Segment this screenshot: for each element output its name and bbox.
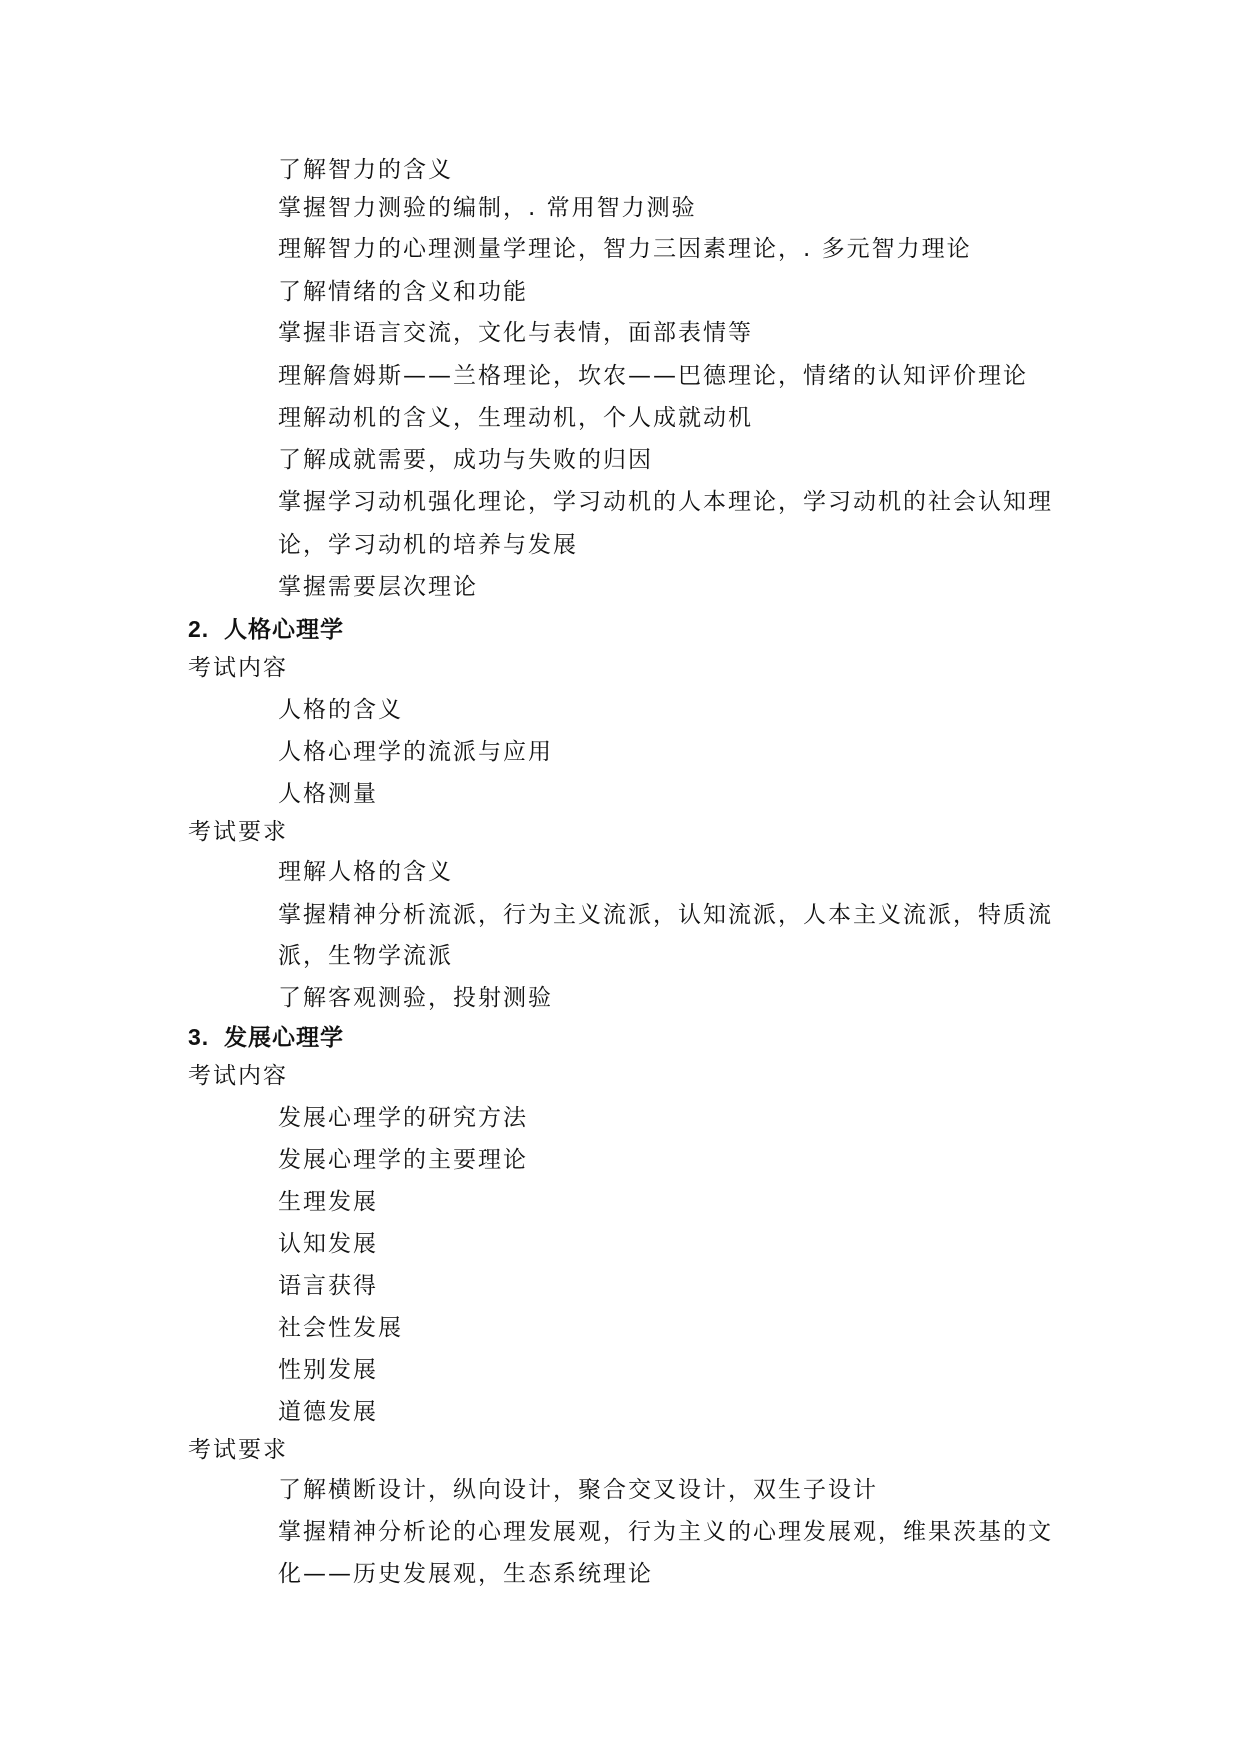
content-item: 语言获得 [278,1273,378,1299]
section-number: 2. [188,616,210,642]
requirement-item-continued: 化——历史发展观，生态系统理论 [278,1561,653,1587]
requirement-item: 了解横断设计，纵向设计，聚合交叉设计，双生子设计 [278,1477,878,1503]
requirement-item: 掌握精神分析流派，行为主义流派，认知流派，人本主义流派，特质流 [278,902,1053,928]
requirement-item-continued: 论，学习动机的培养与发展 [278,532,578,558]
content-item: 道德发展 [278,1399,378,1425]
content-item: 人格心理学的流派与应用 [278,739,553,765]
content-label: 考试内容 [188,655,288,681]
requirement-item: 了解智力的含义 [278,157,453,183]
content-item: 性别发展 [278,1357,378,1383]
content-item: 发展心理学的研究方法 [278,1105,528,1131]
content-item: 人格的含义 [278,697,403,723]
requirement-item: 掌握非语言交流，文化与表情，面部表情等 [278,320,753,346]
requirement-item-continued: 派，生物学流派 [278,943,453,969]
content-item: 认知发展 [278,1231,378,1257]
requirements-label: 考试要求 [188,1437,288,1463]
requirement-item: 了解客观测验，投射测验 [278,985,553,1011]
section-number: 3. [188,1024,210,1050]
requirement-item: 掌握精神分析论的心理发展观，行为主义的心理发展观，维果茨基的文 [278,1519,1053,1545]
requirement-item: 掌握智力测验的编制，. 常用智力测验 [278,195,697,221]
content-item: 人格测量 [278,781,378,807]
requirement-item: 理解动机的含义，生理动机，个人成就动机 [278,405,753,431]
section-heading-developmental [188,1022,344,1053]
section-heading-personality [188,614,344,645]
content-label: 考试内容 [188,1063,288,1089]
content-item: 生理发展 [278,1189,378,1215]
requirement-item: 理解詹姆斯——兰格理论，坎农——巴德理论，情绪的认知评价理论 [278,363,1028,389]
requirement-item: 了解情绪的含义和功能 [278,279,528,305]
content-item: 社会性发展 [278,1315,403,1341]
requirement-item: 了解成就需要，成功与失败的归因 [278,447,653,473]
section-title: 发展心理学 [224,1025,344,1051]
requirement-item: 掌握需要层次理论 [278,574,478,600]
requirement-item: 理解智力的心理测量学理论，智力三因素理论，. 多元智力理论 [278,236,972,262]
requirements-label: 考试要求 [188,819,288,845]
requirement-item: 理解人格的含义 [278,859,453,885]
section-title: 人格心理学 [224,617,344,643]
requirement-item: 掌握学习动机强化理论，学习动机的人本理论，学习动机的社会认知理 [278,489,1053,515]
content-item: 发展心理学的主要理论 [278,1147,528,1173]
